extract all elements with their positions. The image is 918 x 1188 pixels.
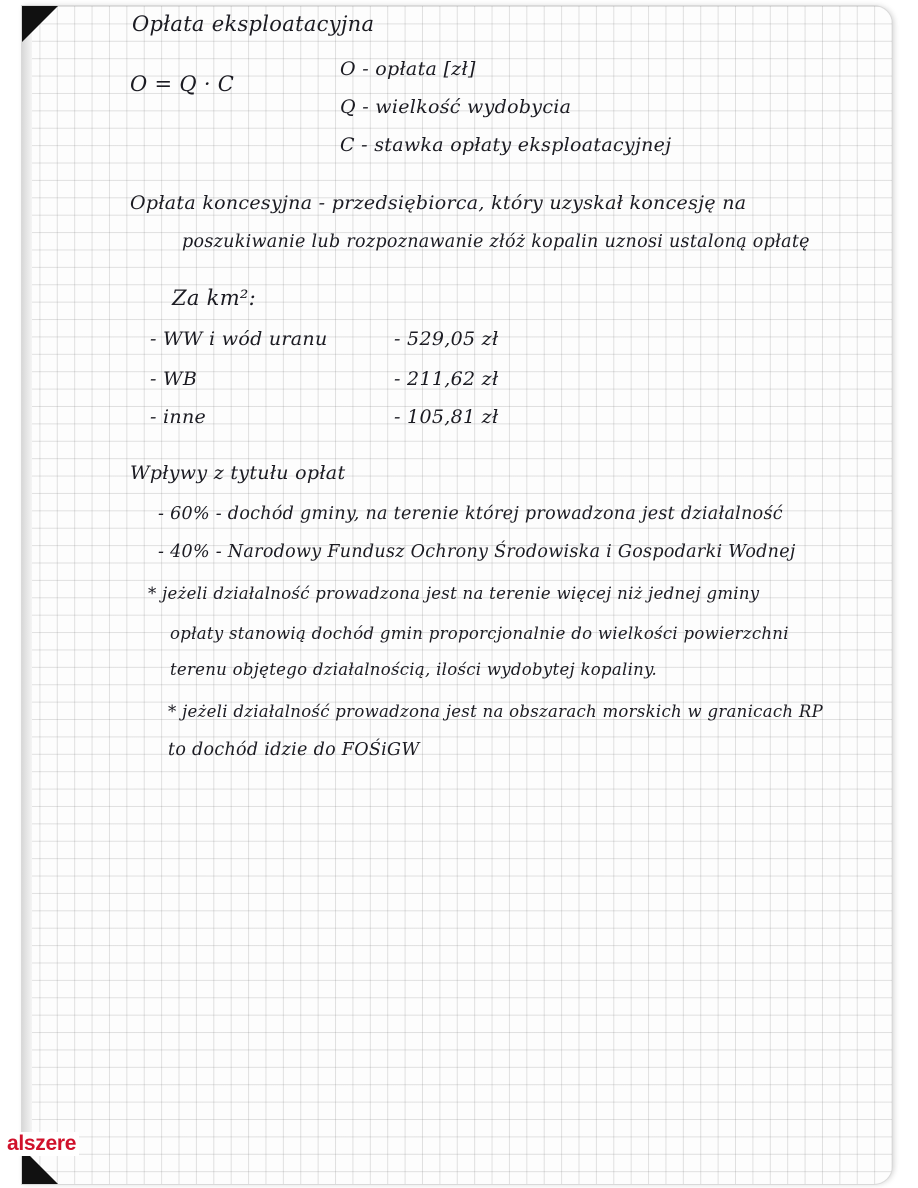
watermark-logo: alszere (4, 1132, 79, 1156)
formula-definition-c: C - stawka opłaty eksploatacyjnej (340, 134, 672, 156)
rate-value-ww: - 529,05 zł (394, 328, 499, 350)
rate-label-inne: - inne (150, 406, 207, 428)
revenue-item-40: - 40% - Narodowy Fundusz Ochrony Środowiska i Gospodarki Wodnej (158, 542, 796, 562)
notebook-page (22, 6, 892, 1184)
rate-label-ww: - WW i wód uranu (150, 328, 328, 350)
rate-value-inne: - 105,81 zł (394, 406, 499, 428)
page-binding (22, 6, 32, 1184)
page-title: Opłata eksploatacyjna (132, 12, 375, 36)
note-1-line-1: * jeżeli działalność prowadzona jest na terenie więcej niż jednej gminy (148, 584, 760, 603)
revenues-heading: Wpływy z tytułu opłat (130, 462, 346, 484)
note-1-line-3: terenu objętego działalnością, ilości wydobytej kopaliny. (170, 660, 658, 679)
page-corner-top (22, 6, 58, 42)
rate-label-wb: - WB (150, 368, 198, 390)
concession-line-1: Opłata koncesyjna - przedsiębiorca, który uzyskał koncesję na (130, 192, 747, 214)
revenue-item-60: - 60% - dochód gminy, na terenie której prowadzona jest działalność (158, 504, 783, 524)
note-2-line-2: to dochód idzie do FOŚiGW (168, 740, 420, 760)
formula-equation: O = Q · C (130, 72, 235, 96)
rate-value-wb: - 211,62 zł (394, 368, 499, 390)
formula-definition-q: Q - wielkość wydobycia (340, 96, 572, 118)
note-2-line-1: * jeżeli działalność prowadzona jest na obszarach morskich w granicach RP (168, 702, 823, 721)
concession-line-2: poszukiwanie lub rozpoznawanie złóż kopalin uznosi ustaloną opłatę (182, 232, 810, 252)
note-1-line-2: opłaty stanowią dochód gmin proporcjonalnie do wielkości powierzchni (170, 624, 789, 643)
per-unit-label: Za km²: (172, 286, 257, 310)
formula-definition-o: O - opłata [zł] (340, 58, 476, 80)
